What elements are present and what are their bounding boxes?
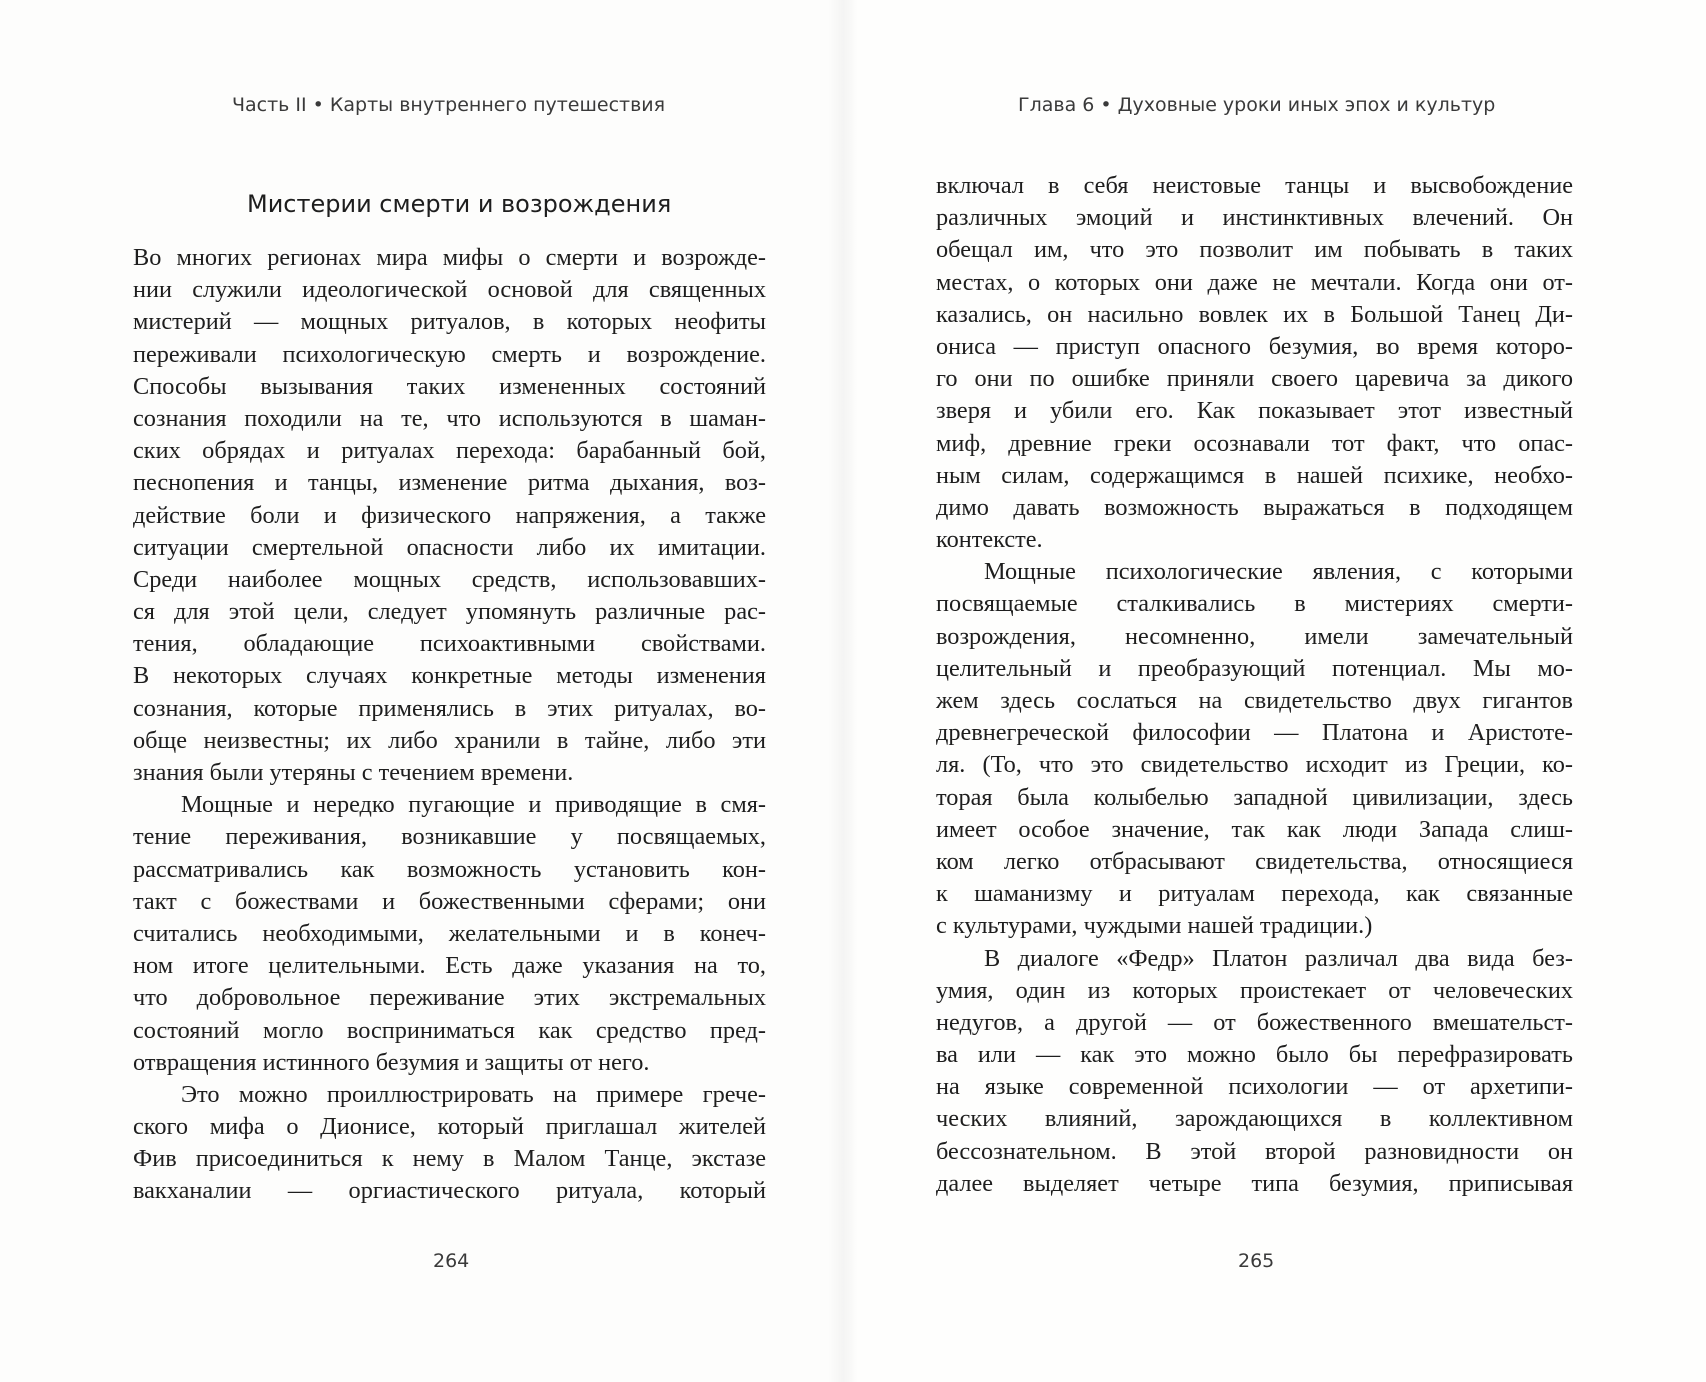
text-line: что добровольное переживание этих экстремальных [133,984,766,1012]
text-line: контексте. [936,526,1043,554]
text-line: В некоторых случаях конкретные методы изменения [133,662,766,690]
text-line: включал в себя неистовые танцы и высвобождение [936,172,1573,199]
text-line: возрождения, несомненно, имели замечательный [936,622,1573,650]
text-line: ских обрядах и ритуалах перехода: барабанный бой, [133,437,766,465]
text-line: го они по ошибке приняли своего царевича за дикого [936,365,1573,393]
text-line: ном итоге целительными. Есть даже указания на то, [133,952,766,980]
text-line: к шаманизму и ритуалам перехода, как связанные [936,880,1573,908]
text-line: песнопения и танцы, изменение ритма дыхания, воз- [133,469,766,497]
text-line: местах, о которых они даже не мечтали. Когда они от- [936,268,1573,296]
text-line: В диалоге «Федр» Платон различал два вида без- [984,944,1573,972]
text-line: вакханалии — оргиастического ритуала, который [133,1177,766,1205]
text-line: считались необходимыми, желательными и в конеч- [133,919,766,947]
text-line: Это можно проиллюстрировать на примере грече- [181,1080,766,1108]
text-line: ля. (То, что это свидетельство исходит из Греции, ко- [936,751,1573,779]
text-line: далее выделяет четыре типа безумия, приписывая [936,1169,1573,1197]
text-line: ситуации смертельной опасности либо их имитации. [133,533,766,561]
page-number: 264 [433,1250,470,1272]
text-line: обще неизвестны; их либо хранили в тайне, либо эти [133,726,766,754]
text-line: Мощные и нередко пугающие и приводящие в смя- [181,791,766,819]
text-line: ком легко отбрасывают свидетельства, относящиеся [936,847,1573,875]
text-line: бессознательном. В этой второй разновидности он [936,1137,1573,1165]
text-line: ческих влияний, зарождающихся в коллективном [936,1105,1573,1133]
right-body-text [936,170,1573,1200]
text-line: различных эмоций и инстинктивных влечений. Он [936,204,1573,232]
text-line: имеет особое значение, так как люди Запада слиш- [936,815,1573,843]
text-line: ского мифа о Дионисе, который приглашал жителей [133,1113,766,1141]
text-line: ным силам, содержащимся в нашей психике, необхо- [936,461,1573,489]
text-line: сознания походили на те, что используются в шаман- [133,404,766,432]
text-line: Мощные психологические явления, с которыми [984,558,1573,586]
text-line: отвращения истинного безумия и защиты от него. [133,1048,650,1076]
text-line: Во многих регионах мира мифы о смерти и возрожде- [133,244,766,271]
text-line: зверя и убили его. Как показывает этот известный [936,397,1573,425]
text-line: торая была колыбелью западной цивилизации, здесь [936,783,1573,811]
text-line: умия, один из которых проистекает от человеческих [936,976,1573,1004]
text-line: целительный и преобразующий потенциал. Мы мо- [936,654,1573,682]
text-line: ониса — приступ опасного безумия, во время которо- [936,332,1573,360]
text-line: мистерий — мощных ритуалов, в которых неофиты [133,308,766,336]
text-line: посвящаемые сталкивались в мистериях смерти- [936,590,1573,618]
left-body-text [133,242,766,1208]
text-line: тение переживания, возникавшие у посвящаемых, [133,823,766,851]
text-line: с культурами, чуждыми нашей традиции.) [936,912,1373,940]
text-line: Среди наиболее мощных средств, использовавших- [133,565,766,593]
right-page [853,0,1706,1382]
text-line: тения, обладающие психоактивными свойствами. [133,630,766,658]
text-line: сознания, которые применялись в этих ритуалах, во- [133,694,766,722]
text-line: миф, древние греки осознавали тот факт, что опас- [936,429,1573,457]
section-title: Мистерии смерти и возрождения [247,190,672,218]
running-head: Часть II • Карты внутреннего путешествия [232,94,666,116]
text-line: Способы вызывания таких измененных состояний [133,372,766,400]
text-line: нии служили идеологической основой для священных [133,276,766,304]
page-number: 265 [1238,1250,1275,1272]
text-line: ва или — как это можно было бы перефразировать [936,1041,1573,1069]
text-line: недугов, а другой — от божественного вмешательст- [936,1008,1573,1036]
text-line: древнегреческой философии — Платона и Аристоте- [936,719,1573,747]
text-line: ся для этой цели, следует упомянуть различные рас- [133,598,766,626]
text-line: димо давать возможность выражаться в подходящем [936,493,1573,521]
text-line: жем здесь сослаться на свидетельство двух гигантов [936,687,1573,714]
text-line: знания были утеряны с течением времени. [133,759,574,786]
text-line: обещал им, что это позволит им побывать в таких [936,236,1573,264]
text-line: переживали психологическую смерть и возрождение. [133,340,766,368]
text-line: такт с божествами и божественными сферами; они [133,887,766,915]
text-line: на языке современной психологии — от архетипи- [936,1073,1573,1101]
text-line: действие боли и физического напряжения, а также [133,501,766,529]
text-line: казались, он насильно вовлек их в Большой Танец Ди- [936,300,1573,328]
text-line: состояний могло восприниматься как средство пред- [133,1016,766,1044]
text-line: Фив присоединиться к нему в Малом Танце, экстазе [133,1145,766,1173]
book-gutter [828,0,858,1382]
running-head: Глава 6 • Духовные уроки иных эпох и культур [1018,94,1496,116]
text-line: рассматривались как возможность установить кон- [133,855,766,883]
